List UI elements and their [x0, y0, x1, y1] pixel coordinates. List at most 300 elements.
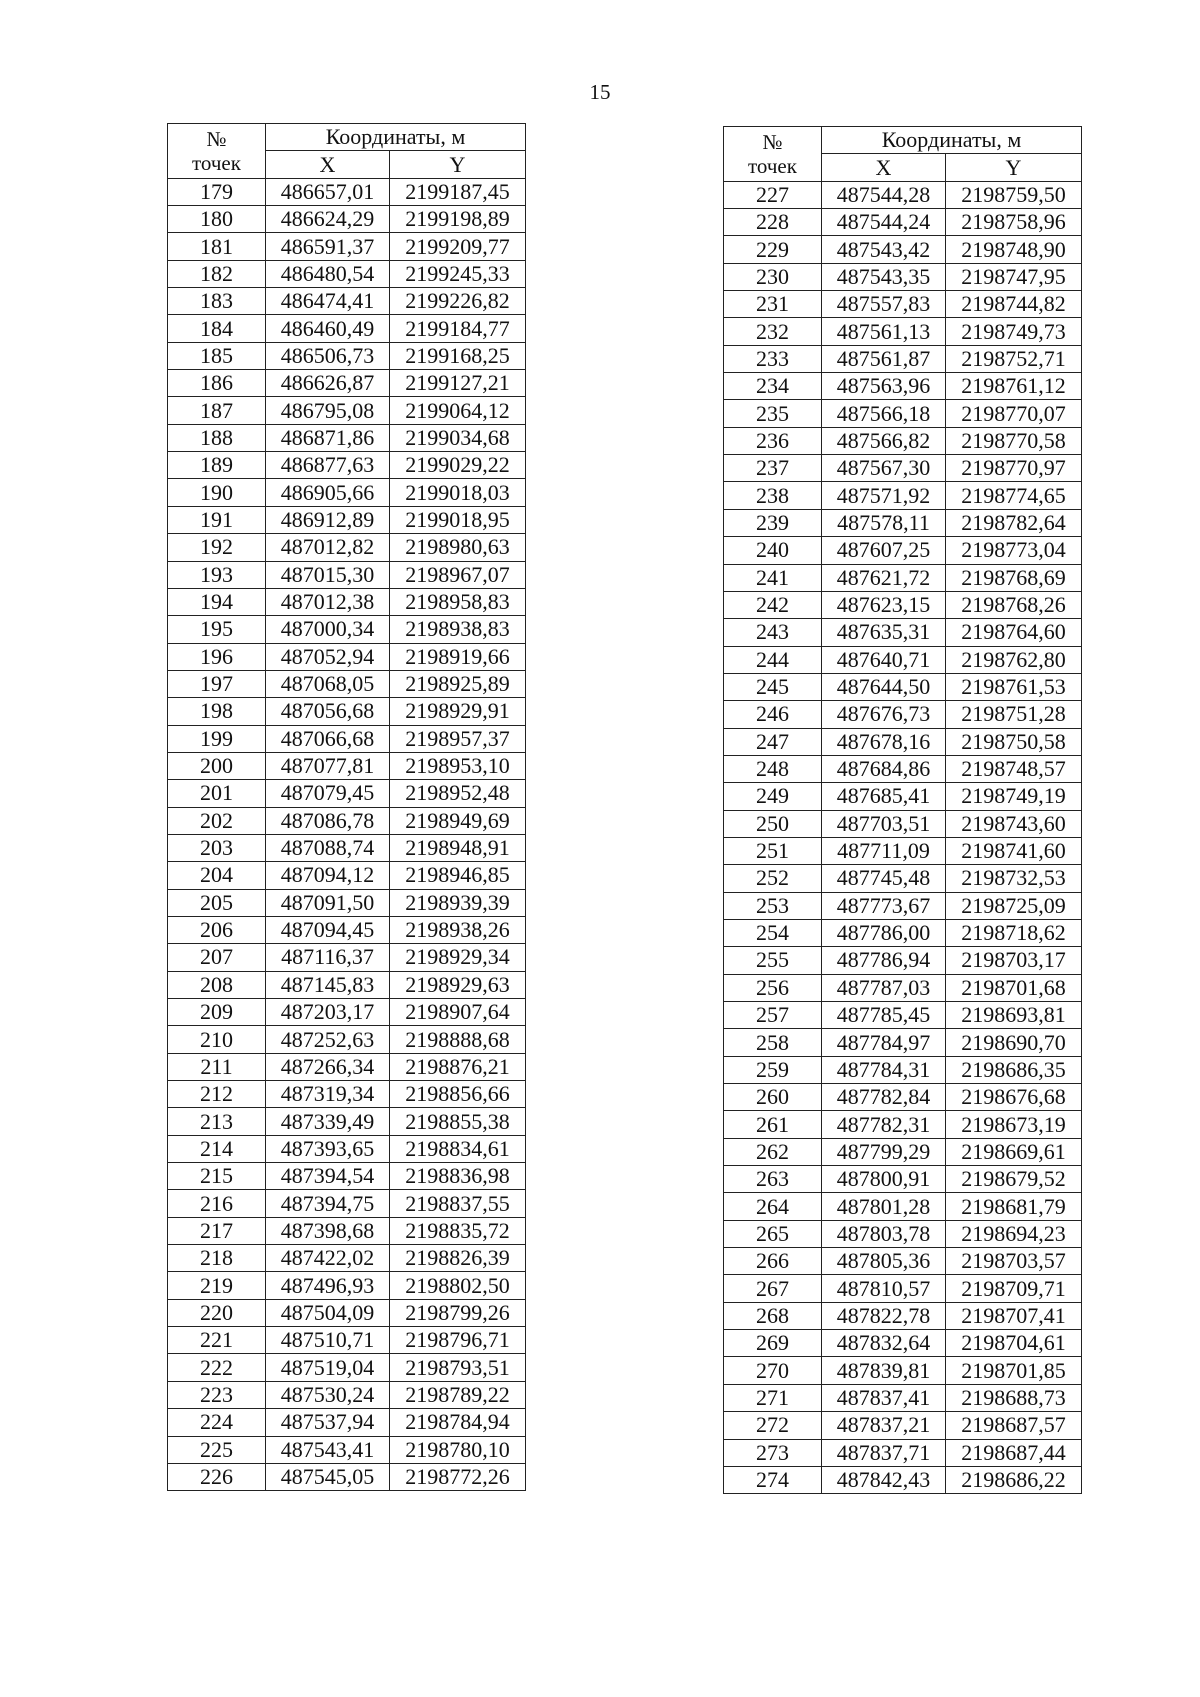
- x-coordinate-cell: 487799,29: [822, 1138, 946, 1165]
- point-number-cell: 196: [168, 643, 266, 670]
- y-coordinate-cell: 2198693,81: [946, 1002, 1082, 1029]
- y-coordinate-cell: 2198688,73: [946, 1384, 1082, 1411]
- table-row: [724, 947, 1082, 974]
- x-coordinate-cell: 487339,49: [266, 1108, 390, 1135]
- y-coordinate-cell: 2198907,64: [390, 999, 526, 1026]
- x-coordinate-cell: 487094,45: [266, 916, 390, 943]
- y-coordinate-cell: 2198773,04: [946, 537, 1082, 564]
- y-coordinate-cell: 2198946,85: [390, 862, 526, 889]
- table-row: [724, 892, 1082, 919]
- y-coordinate-cell: 2198939,39: [390, 889, 526, 916]
- point-number-cell: 219: [168, 1272, 266, 1299]
- table-row: [724, 1220, 1082, 1247]
- table-row: [168, 1217, 526, 1244]
- y-coordinate-cell: 2198690,70: [946, 1029, 1082, 1056]
- point-number-cell: 208: [168, 971, 266, 998]
- y-coordinate-cell: 2198761,12: [946, 373, 1082, 400]
- point-number-cell: 232: [724, 318, 822, 345]
- point-number-cell: 179: [168, 178, 266, 205]
- point-number-cell: 249: [724, 783, 822, 810]
- x-coordinate-cell: 487422,02: [266, 1245, 390, 1272]
- table-row: [724, 509, 1082, 536]
- point-number-cell: 262: [724, 1138, 822, 1165]
- point-number-cell: 244: [724, 646, 822, 673]
- point-number-cell: 221: [168, 1327, 266, 1354]
- point-number-cell: 255: [724, 947, 822, 974]
- table-row: [724, 1138, 1082, 1165]
- x-coordinate-cell: 487623,15: [822, 591, 946, 618]
- point-number-cell: 195: [168, 616, 266, 643]
- y-coordinate-cell: 2198953,10: [390, 752, 526, 779]
- x-coordinate-cell: 487091,50: [266, 889, 390, 916]
- table-row: [168, 370, 526, 397]
- x-coordinate-cell: 487621,72: [822, 564, 946, 591]
- table-row: [724, 537, 1082, 564]
- table-row: [168, 944, 526, 971]
- y-coordinate-cell: 2198835,72: [390, 1217, 526, 1244]
- y-coordinate-cell: 2198681,79: [946, 1193, 1082, 1220]
- point-number-cell: 248: [724, 755, 822, 782]
- x-coordinate-cell: 487496,93: [266, 1272, 390, 1299]
- point-number-cell: 217: [168, 1217, 266, 1244]
- point-number-cell: 190: [168, 479, 266, 506]
- table-row: [168, 999, 526, 1026]
- y-coordinate-cell: 2198836,98: [390, 1163, 526, 1190]
- x-coordinate-cell: 486474,41: [266, 288, 390, 315]
- y-coordinate-cell: 2198686,22: [946, 1466, 1082, 1493]
- table-row: [168, 807, 526, 834]
- y-coordinate-cell: 2198758,96: [946, 209, 1082, 236]
- table-row: [724, 181, 1082, 208]
- x-coordinate-cell: 487545,05: [266, 1463, 390, 1490]
- x-coordinate-cell: 486626,87: [266, 370, 390, 397]
- x-coordinate-cell: 487068,05: [266, 670, 390, 697]
- table-row: [168, 206, 526, 233]
- x-column-header: X: [266, 151, 390, 178]
- x-coordinate-cell: 486905,66: [266, 479, 390, 506]
- x-coordinate-cell: 487116,37: [266, 944, 390, 971]
- point-number-cell: 270: [724, 1357, 822, 1384]
- x-coordinate-cell: 487394,75: [266, 1190, 390, 1217]
- point-number-cell: 213: [168, 1108, 266, 1135]
- point-number-cell: 240: [724, 537, 822, 564]
- x-coordinate-cell: 487782,31: [822, 1111, 946, 1138]
- y-coordinate-cell: 2198929,63: [390, 971, 526, 998]
- x-coordinate-cell: 487015,30: [266, 561, 390, 588]
- y-coordinate-cell: 2198687,44: [946, 1439, 1082, 1466]
- y-coordinate-cell: 2198764,60: [946, 619, 1082, 646]
- point-number-cell: 247: [724, 728, 822, 755]
- table-row: [168, 1135, 526, 1162]
- x-coordinate-cell: 487684,86: [822, 755, 946, 782]
- x-coordinate-cell: 487079,45: [266, 780, 390, 807]
- table-row: [724, 209, 1082, 236]
- x-coordinate-cell: 486795,08: [266, 397, 390, 424]
- point-number-cell: 250: [724, 810, 822, 837]
- point-number-cell: 205: [168, 889, 266, 916]
- table-row: [724, 865, 1082, 892]
- table-row: [724, 783, 1082, 810]
- table-body: [724, 181, 1082, 1494]
- y-coordinate-cell: 2199018,03: [390, 479, 526, 506]
- y-coordinate-cell: 2198703,57: [946, 1248, 1082, 1275]
- point-number-header-text: № точек: [748, 129, 797, 178]
- point-number-cell: 271: [724, 1384, 822, 1411]
- x-coordinate-cell: 487398,68: [266, 1217, 390, 1244]
- point-number-cell: 203: [168, 834, 266, 861]
- point-number-cell: 220: [168, 1299, 266, 1326]
- y-coordinate-cell: 2198802,50: [390, 1272, 526, 1299]
- point-number-cell: 191: [168, 506, 266, 533]
- y-coordinate-cell: 2198669,61: [946, 1138, 1082, 1165]
- table-row: [168, 1463, 526, 1490]
- point-number-cell: 251: [724, 837, 822, 864]
- y-coordinate-cell: 2198750,58: [946, 728, 1082, 755]
- table-row: [168, 588, 526, 615]
- y-coordinate-cell: 2199018,95: [390, 506, 526, 533]
- x-coordinate-cell: 487088,74: [266, 834, 390, 861]
- table-row: [168, 752, 526, 779]
- point-number-cell: 267: [724, 1275, 822, 1302]
- x-coordinate-cell: 487012,82: [266, 534, 390, 561]
- table-row: [168, 971, 526, 998]
- point-number-cell: 231: [724, 291, 822, 318]
- table-row: [168, 1299, 526, 1326]
- x-coordinate-cell: 487837,71: [822, 1439, 946, 1466]
- y-coordinate-cell: 2198744,82: [946, 291, 1082, 318]
- x-coordinate-cell: 487543,35: [822, 263, 946, 290]
- x-coordinate-cell: 487567,30: [822, 455, 946, 482]
- y-coordinate-cell: 2198876,21: [390, 1053, 526, 1080]
- table-row: [724, 1439, 1082, 1466]
- y-coordinate-cell: 2198759,50: [946, 181, 1082, 208]
- x-column-header: X: [822, 154, 946, 181]
- table-row: [724, 1357, 1082, 1384]
- table-row: [168, 397, 526, 424]
- point-number-cell: 202: [168, 807, 266, 834]
- table-row: [168, 780, 526, 807]
- point-number-cell: 222: [168, 1354, 266, 1381]
- table-row: [724, 1166, 1082, 1193]
- table-row: [168, 616, 526, 643]
- point-number-cell: 216: [168, 1190, 266, 1217]
- x-coordinate-cell: 487571,92: [822, 482, 946, 509]
- x-coordinate-cell: 487800,91: [822, 1166, 946, 1193]
- table-row: [724, 1056, 1082, 1083]
- y-coordinate-cell: 2198782,64: [946, 509, 1082, 536]
- y-coordinate-cell: 2198725,09: [946, 892, 1082, 919]
- table-row: [168, 178, 526, 205]
- table-row: [724, 673, 1082, 700]
- table-row: [168, 1081, 526, 1108]
- y-coordinate-cell: 2198780,10: [390, 1436, 526, 1463]
- y-coordinate-cell: 2198701,85: [946, 1357, 1082, 1384]
- x-coordinate-cell: 487578,11: [822, 509, 946, 536]
- point-number-cell: 212: [168, 1081, 266, 1108]
- y-coordinate-cell: 2198938,26: [390, 916, 526, 943]
- x-coordinate-cell: 487810,57: [822, 1275, 946, 1302]
- y-coordinate-cell: 2198826,39: [390, 1245, 526, 1272]
- point-number-cell: 260: [724, 1084, 822, 1111]
- table-row: [724, 810, 1082, 837]
- table-row: [724, 1029, 1082, 1056]
- table-body: [168, 178, 526, 1491]
- x-coordinate-cell: 487839,81: [822, 1357, 946, 1384]
- x-coordinate-cell: 487056,68: [266, 698, 390, 725]
- x-coordinate-cell: 487703,51: [822, 810, 946, 837]
- table-row: [168, 1436, 526, 1463]
- point-number-cell: 241: [724, 564, 822, 591]
- point-number-header: [724, 127, 822, 182]
- table-row: [168, 1053, 526, 1080]
- point-number-cell: 256: [724, 974, 822, 1001]
- x-coordinate-cell: 487803,78: [822, 1220, 946, 1247]
- y-column-header: Y: [946, 154, 1082, 181]
- point-number-cell: 186: [168, 370, 266, 397]
- y-coordinate-cell: 2199198,89: [390, 206, 526, 233]
- point-number-cell: 214: [168, 1135, 266, 1162]
- point-number-cell: 201: [168, 780, 266, 807]
- table-row: [168, 889, 526, 916]
- x-coordinate-cell: 487537,94: [266, 1409, 390, 1436]
- table-row: [168, 643, 526, 670]
- y-coordinate-cell: 2198929,34: [390, 944, 526, 971]
- x-coordinate-cell: 487607,25: [822, 537, 946, 564]
- table-row: [724, 373, 1082, 400]
- point-number-cell: 239: [724, 509, 822, 536]
- y-coordinate-cell: 2199184,77: [390, 315, 526, 342]
- y-coordinate-cell: 2198707,41: [946, 1302, 1082, 1329]
- x-coordinate-cell: 487000,34: [266, 616, 390, 643]
- point-number-cell: 218: [168, 1245, 266, 1272]
- x-coordinate-cell: 487145,83: [266, 971, 390, 998]
- y-coordinate-cell: 2198855,38: [390, 1108, 526, 1135]
- y-coordinate-cell: 2198686,35: [946, 1056, 1082, 1083]
- y-coordinate-cell: 2198703,17: [946, 947, 1082, 974]
- x-coordinate-cell: 487676,73: [822, 701, 946, 728]
- x-coordinate-cell: 487782,84: [822, 1084, 946, 1111]
- point-number-cell: 266: [724, 1248, 822, 1275]
- point-number-cell: 254: [724, 919, 822, 946]
- point-number-cell: 245: [724, 673, 822, 700]
- y-coordinate-cell: 2198748,57: [946, 755, 1082, 782]
- table-row: [724, 291, 1082, 318]
- x-coordinate-cell: 487711,09: [822, 837, 946, 864]
- table-row: [168, 1190, 526, 1217]
- y-coordinate-cell: 2198741,60: [946, 837, 1082, 864]
- y-coordinate-cell: 2198952,48: [390, 780, 526, 807]
- y-coordinate-cell: 2199209,77: [390, 233, 526, 260]
- point-number-header-text: № точек: [192, 126, 241, 175]
- table-row: [168, 233, 526, 260]
- point-number-cell: 207: [168, 944, 266, 971]
- x-coordinate-cell: 486657,01: [266, 178, 390, 205]
- x-coordinate-cell: 487787,03: [822, 974, 946, 1001]
- y-coordinate-cell: 2198749,73: [946, 318, 1082, 345]
- x-coordinate-cell: 487094,12: [266, 862, 390, 889]
- x-coordinate-cell: 486480,54: [266, 260, 390, 287]
- point-number-cell: 253: [724, 892, 822, 919]
- y-coordinate-cell: 2198949,69: [390, 807, 526, 834]
- point-number-cell: 234: [724, 373, 822, 400]
- x-coordinate-cell: 486506,73: [266, 342, 390, 369]
- x-coordinate-cell: 487543,42: [822, 236, 946, 263]
- table-row: [168, 1381, 526, 1408]
- point-number-cell: 198: [168, 698, 266, 725]
- x-coordinate-cell: 487566,18: [822, 400, 946, 427]
- point-number-cell: 210: [168, 1026, 266, 1053]
- y-coordinate-cell: 2198747,95: [946, 263, 1082, 290]
- point-number-cell: 226: [168, 1463, 266, 1490]
- x-coordinate-cell: 487801,28: [822, 1193, 946, 1220]
- x-coordinate-cell: 487012,38: [266, 588, 390, 615]
- x-coordinate-cell: 487773,67: [822, 892, 946, 919]
- x-coordinate-cell: 487394,54: [266, 1163, 390, 1190]
- table-row: [724, 701, 1082, 728]
- point-number-cell: 259: [724, 1056, 822, 1083]
- x-coordinate-cell: 487786,00: [822, 919, 946, 946]
- y-coordinate-cell: 2198752,71: [946, 345, 1082, 372]
- x-coordinate-cell: 487745,48: [822, 865, 946, 892]
- table-row: [724, 564, 1082, 591]
- table-row: [724, 1111, 1082, 1138]
- coordinates-header: Координаты, м: [266, 124, 526, 151]
- x-coordinate-cell: 487266,34: [266, 1053, 390, 1080]
- x-coordinate-cell: 487635,31: [822, 619, 946, 646]
- point-number-cell: 242: [724, 591, 822, 618]
- table-row: [168, 698, 526, 725]
- table-row: [168, 834, 526, 861]
- point-number-cell: 211: [168, 1053, 266, 1080]
- y-coordinate-cell: 2199034,68: [390, 424, 526, 451]
- y-coordinate-cell: 2198980,63: [390, 534, 526, 561]
- point-number-cell: 233: [724, 345, 822, 372]
- table-row: [168, 862, 526, 889]
- point-number-cell: 230: [724, 263, 822, 290]
- x-coordinate-cell: 487319,34: [266, 1081, 390, 1108]
- y-coordinate-cell: 2198762,80: [946, 646, 1082, 673]
- table-row: [724, 1302, 1082, 1329]
- y-coordinate-cell: 2198856,66: [390, 1081, 526, 1108]
- y-coordinate-cell: 2198925,89: [390, 670, 526, 697]
- y-coordinate-cell: 2198748,90: [946, 236, 1082, 263]
- x-coordinate-cell: 487077,81: [266, 752, 390, 779]
- table-row: [724, 263, 1082, 290]
- x-coordinate-cell: 487086,78: [266, 807, 390, 834]
- table-row: [724, 427, 1082, 454]
- point-number-cell: 257: [724, 1002, 822, 1029]
- table-row: [168, 1354, 526, 1381]
- point-number-cell: 243: [724, 619, 822, 646]
- y-coordinate-cell: 2198694,23: [946, 1220, 1082, 1247]
- point-number-cell: 199: [168, 725, 266, 752]
- y-coordinate-cell: 2198687,57: [946, 1412, 1082, 1439]
- point-number-cell: 209: [168, 999, 266, 1026]
- point-number-cell: 188: [168, 424, 266, 451]
- point-number-cell: 236: [724, 427, 822, 454]
- point-number-cell: 274: [724, 1466, 822, 1493]
- table-row: [168, 725, 526, 752]
- table-row: [724, 236, 1082, 263]
- y-coordinate-cell: 2198919,66: [390, 643, 526, 670]
- x-coordinate-cell: 486591,37: [266, 233, 390, 260]
- x-coordinate-cell: 486624,29: [266, 206, 390, 233]
- y-coordinate-cell: 2199245,33: [390, 260, 526, 287]
- x-coordinate-cell: 487510,71: [266, 1327, 390, 1354]
- table-row: [168, 260, 526, 287]
- point-number-cell: 223: [168, 1381, 266, 1408]
- table-row: [724, 345, 1082, 372]
- table-row: [724, 1466, 1082, 1493]
- x-coordinate-cell: 487052,94: [266, 643, 390, 670]
- y-coordinate-cell: 2199187,45: [390, 178, 526, 205]
- table-row: [724, 1330, 1082, 1357]
- y-coordinate-cell: 2198957,37: [390, 725, 526, 752]
- y-coordinate-cell: 2198749,19: [946, 783, 1082, 810]
- table-row: [724, 318, 1082, 345]
- point-number-cell: 215: [168, 1163, 266, 1190]
- point-number-cell: 185: [168, 342, 266, 369]
- y-coordinate-cell: 2199029,22: [390, 452, 526, 479]
- table-row: [724, 400, 1082, 427]
- table-row: [724, 1002, 1082, 1029]
- x-coordinate-cell: 487393,65: [266, 1135, 390, 1162]
- y-coordinate-cell: 2198768,26: [946, 591, 1082, 618]
- point-number-cell: 193: [168, 561, 266, 588]
- y-coordinate-cell: 2198789,22: [390, 1381, 526, 1408]
- x-coordinate-cell: 487203,17: [266, 999, 390, 1026]
- y-coordinate-cell: 2198796,71: [390, 1327, 526, 1354]
- table-row: [724, 974, 1082, 1001]
- point-number-cell: 182: [168, 260, 266, 287]
- x-coordinate-cell: 487644,50: [822, 673, 946, 700]
- y-coordinate-cell: 2198938,83: [390, 616, 526, 643]
- y-column-header: Y: [390, 151, 526, 178]
- table-row: [168, 479, 526, 506]
- table-row: [724, 755, 1082, 782]
- y-coordinate-cell: 2198676,68: [946, 1084, 1082, 1111]
- point-number-cell: 181: [168, 233, 266, 260]
- table-row: [724, 1412, 1082, 1439]
- point-number-cell: 194: [168, 588, 266, 615]
- table-row: [168, 315, 526, 342]
- point-number-cell: 224: [168, 1409, 266, 1436]
- y-coordinate-cell: 2199127,21: [390, 370, 526, 397]
- y-coordinate-cell: 2198958,83: [390, 588, 526, 615]
- point-number-cell: 264: [724, 1193, 822, 1220]
- x-coordinate-cell: 486871,86: [266, 424, 390, 451]
- y-coordinate-cell: 2198967,07: [390, 561, 526, 588]
- table-row: [724, 646, 1082, 673]
- y-coordinate-cell: 2198732,53: [946, 865, 1082, 892]
- table-row: [168, 506, 526, 533]
- y-coordinate-cell: 2198948,91: [390, 834, 526, 861]
- x-coordinate-cell: 487640,71: [822, 646, 946, 673]
- table-row: [724, 619, 1082, 646]
- table-row: [724, 455, 1082, 482]
- y-coordinate-cell: 2198793,51: [390, 1354, 526, 1381]
- x-coordinate-cell: 487544,28: [822, 181, 946, 208]
- table-row: [724, 728, 1082, 755]
- x-coordinate-cell: 486877,63: [266, 452, 390, 479]
- point-number-cell: 184: [168, 315, 266, 342]
- point-number-cell: 268: [724, 1302, 822, 1329]
- x-coordinate-cell: 486912,89: [266, 506, 390, 533]
- table-row: [168, 561, 526, 588]
- table-row: [168, 1163, 526, 1190]
- point-number-cell: 261: [724, 1111, 822, 1138]
- point-number-cell: 183: [168, 288, 266, 315]
